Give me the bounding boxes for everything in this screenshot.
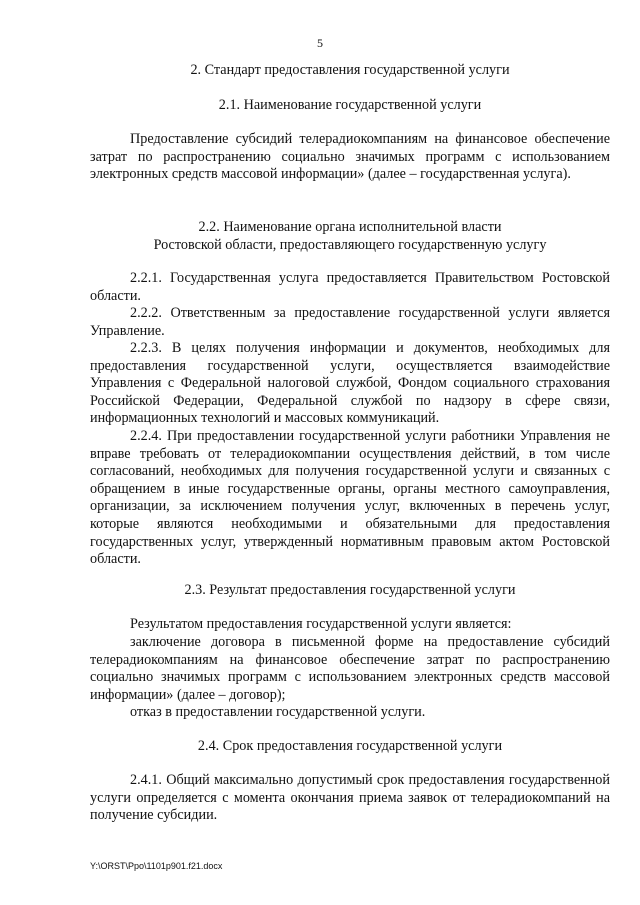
paragraph-2-2-1: 2.2.1. Государственная услуга предоставляется Правительством Ростовской области. <box>90 270 610 304</box>
paragraph-2-2-3: 2.2.3. В целях получения информации и документов, необходимых для предоставления государственной услуги, осуществляется взаимодействие Управления с Федеральной налоговой службой, Фондом социального страхования Российской Федерации, Федеральной службой по надзору в сфере связи, информационных технологий и массовых коммуникаций. <box>90 340 610 427</box>
paragraph-2-3-refusal: отказ в предоставлении государственной услуги. <box>130 704 426 720</box>
section-2-3-heading: 2.3. Результат предоставления государственной услуги <box>184 582 516 598</box>
section-2-heading: 2. Стандарт предоставления государственной услуги <box>190 62 510 78</box>
paragraph-2-2-4: 2.2.4. При предоставлении государственной услуги работники Управления не вправе требовать от телерадиокомпании осуществления действий, в том числе согласований, необходимых для получения государственной услуги и связанных с обращением в иные государственные органы, органы местного самоуправления, организации, за исключением получения услуг, включенных в перечень услуг, которые являются необходимыми и обязательными для предоставления государственных услуг, утвержденный нормативным правовым актом Ростовской области. <box>90 428 610 568</box>
page-number: 5 <box>317 36 323 50</box>
paragraph-2-3-contract: заключение договора в письменной форме на предоставление субсидий телерадиокомпаниям на финансовое обеспечение затрат по распространению социально значимых программ с использованием электронных средств массовой информации» (далее – договор); <box>90 634 610 703</box>
section-2-1-text: Предоставление субсидий телерадиокомпаниям на финансовое обеспечение затрат по распространению социально значимых программ с использованием электронных средств массовой информации» (далее – государственная услуга). <box>90 131 610 183</box>
section-2-1-heading: 2.1. Наименование государственной услуги <box>218 97 482 113</box>
paragraph-2-4-1: 2.4.1. Общий максимально допустимый срок предоставления государственной услуги определяется с момента окончания приема заявок от телерадиокомпаний на получение субсидии. <box>90 772 610 824</box>
section-2-4-heading: 2.4. Срок предоставления государственной услуги <box>197 738 503 754</box>
paragraph-2-2-2: 2.2.2. Ответственным за предоставление государственной услуги является Управление. <box>90 305 610 339</box>
section-2-2-heading-line2: Ростовской области, предоставляющего государственную услугу <box>153 237 547 253</box>
paragraph-2-3-intro: Результатом предоставления государственной услуги является: <box>130 616 512 632</box>
section-2-2-heading-line1: 2.2. Наименование органа исполнительной власти <box>198 219 502 235</box>
footer-file-path: Y:\ORST\Ppo\1101p901.f21.docx <box>90 861 223 871</box>
